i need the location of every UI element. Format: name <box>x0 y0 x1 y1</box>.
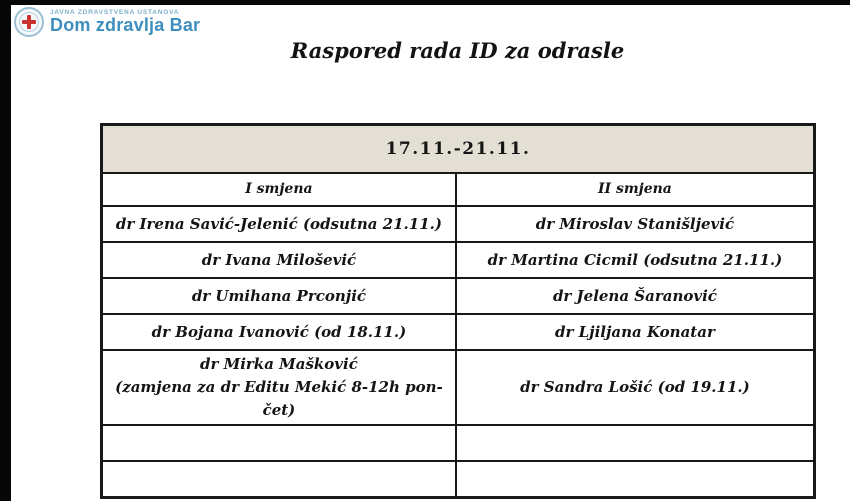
red-cross-icon <box>22 20 36 24</box>
schedule-cell: dr Martina Cicmil (odsutna 21.11.) <box>456 242 815 278</box>
schedule-cell <box>456 461 815 497</box>
schedule-cell: dr Bojana Ivanović (od 18.11.) <box>102 314 456 350</box>
schedule-cell <box>102 461 456 497</box>
table-row <box>102 350 815 426</box>
table-row <box>102 314 815 350</box>
schedule-cell: dr Jelena Šaranović <box>456 278 815 314</box>
column-header-shift-2: II smjena <box>456 173 815 206</box>
top-frame-bar <box>0 0 850 5</box>
org-name: Dom zdravlja Bar <box>50 14 201 35</box>
org-type-label: JAVNA ZDRAVSTVENA USTANOVA <box>50 8 180 16</box>
table-row <box>102 425 815 461</box>
table-row <box>102 242 815 278</box>
schedule-cell: dr Umihana Prconjić <box>102 278 456 314</box>
schedule-table-container <box>100 123 816 499</box>
column-header-row <box>102 173 815 206</box>
schedule-cell <box>102 425 456 461</box>
schedule-cell: dr Miroslav Stanišljević <box>456 206 815 242</box>
schedule-cell <box>456 425 815 461</box>
brand-text <box>50 9 200 36</box>
schedule-cell <box>102 350 456 426</box>
schedule-cell: dr Irena Savić-Jelenić (odsutna 21.11.) <box>102 206 456 242</box>
left-frame-bar <box>0 0 11 501</box>
brand-logo[interactable] <box>14 7 200 37</box>
date-range-header: 17.11.-21.11. <box>102 125 815 173</box>
column-header-shift-1: I smjena <box>102 173 456 206</box>
schedule-cell: dr Ljiljana Konatar <box>456 314 815 350</box>
schedule-table <box>100 123 816 499</box>
schedule-cell: dr Sandra Lošić (od 19.11.) <box>456 350 815 426</box>
org-seal-icon <box>14 7 44 37</box>
schedule-cell-line-2: (zamjena za dr Editu Mekić 8-12h pon-čet) <box>115 377 443 419</box>
page-title: Raspored rada ID za odrasle <box>290 38 625 63</box>
table-row <box>102 278 815 314</box>
schedule-cell: dr Ivana Milošević <box>102 242 456 278</box>
date-range-row <box>102 125 815 173</box>
schedule-cell-line-1: dr Mirka Mašković <box>199 354 358 373</box>
table-row <box>102 206 815 242</box>
table-row <box>102 461 815 497</box>
